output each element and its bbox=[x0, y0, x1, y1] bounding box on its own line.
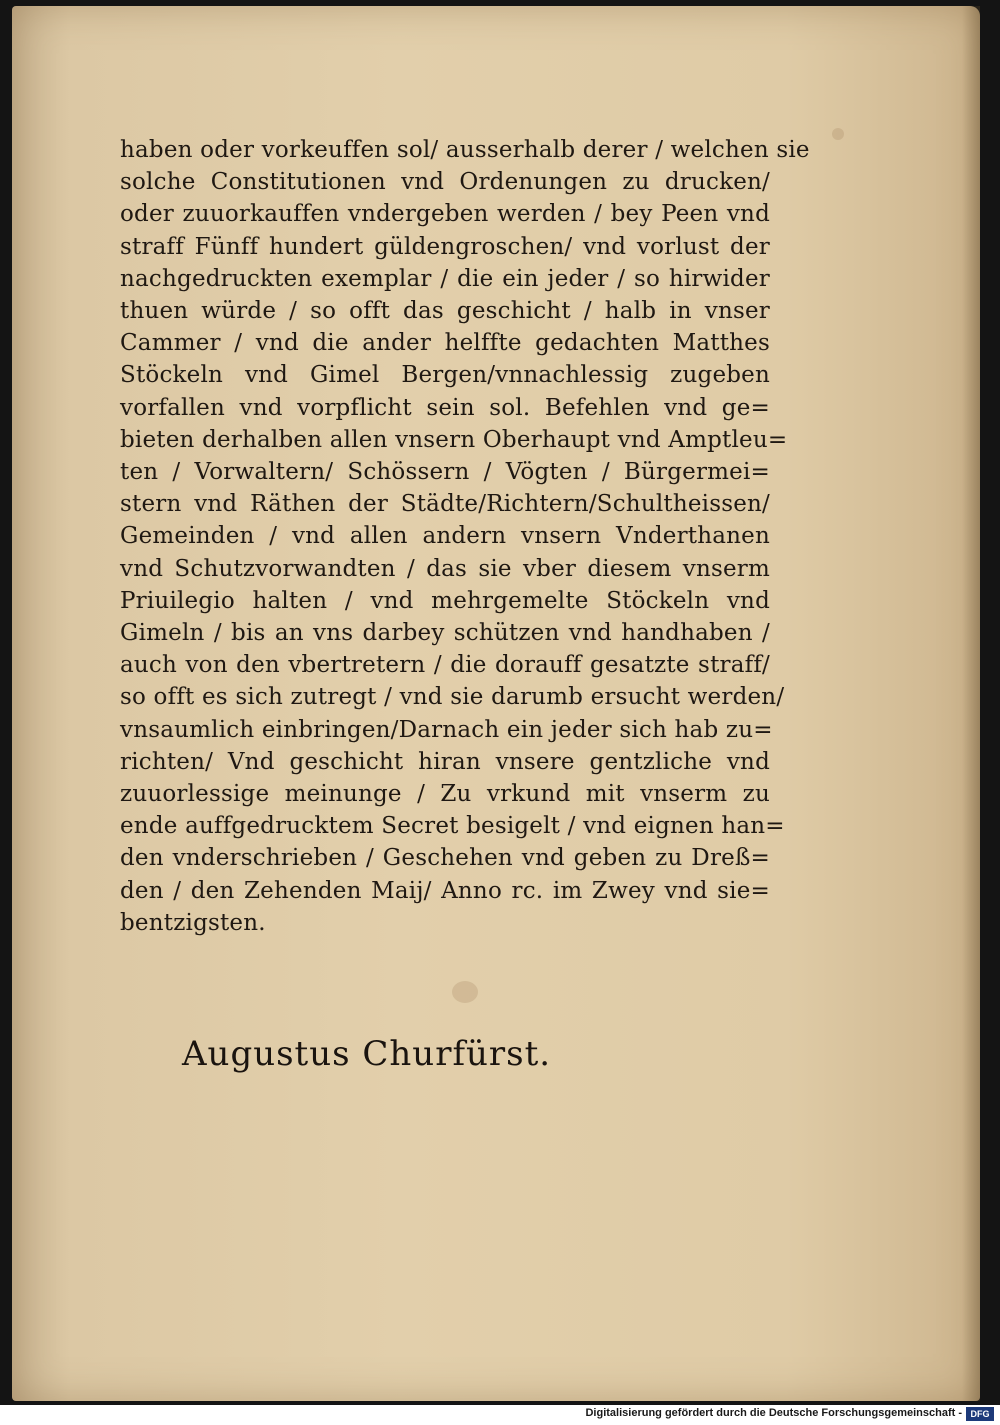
text-line: auch von den vbertretern / die dorauff gesatzte straff/ bbox=[120, 652, 770, 679]
text-line: straff Fünff hundert güldengroschen/ vnd vorlust der bbox=[120, 233, 770, 260]
text-line: Stöckeln vnd Gimel Bergen/vnnachlessig zugeben bbox=[120, 362, 770, 389]
text-line-last: bentzigsten. bbox=[120, 909, 266, 936]
text-line: Priuilegio halten / vnd mehrgemelte Stöckeln vnd bbox=[120, 587, 770, 614]
body-text bbox=[120, 134, 810, 939]
footer-bar bbox=[0, 1405, 1000, 1425]
text-line: ten / Vorwaltern/ Schössern / Vögten / Bürgermei= bbox=[120, 459, 770, 486]
text-line: ende auffgedrucktem Secret besigelt / vnd eignen han= bbox=[120, 813, 785, 840]
text-line: richten/ Vnd geschicht hiran vnsere gentzliche vnd bbox=[120, 748, 770, 775]
paper-stain bbox=[452, 981, 478, 1003]
text-line: nachgedruckten exemplar / die ein jeder / so hirwider bbox=[120, 265, 770, 292]
page-edge-shadow bbox=[962, 6, 980, 1401]
text-line: vnd Schutzvorwandten / das sie vber diesem vnserm bbox=[120, 555, 770, 582]
text-line: den vnderschrieben / Geschehen vnd geben zu Dreß= bbox=[120, 845, 770, 872]
text-line: oder zuuorkauffen vndergeben werden / bey Peen vnd bbox=[120, 201, 770, 228]
text-line: so offt es sich zutregt / vnd sie darumb ersucht werden/ bbox=[120, 684, 785, 711]
text-line: vorfallen vnd vorpflicht sein sol. Befehlen vnd ge= bbox=[120, 394, 770, 421]
paper-stain bbox=[832, 128, 844, 140]
document-page bbox=[12, 6, 980, 1401]
text-line: Gimeln / bis an vns darbey schützen vnd handhaben / bbox=[120, 620, 770, 647]
funding-credit: Digitalisierung gefördert durch die Deutsche Forschungsgemeinschaft - bbox=[585, 1407, 962, 1419]
text-line: zuuorlessige meinunge / Zu vrkund mit vnserm zu bbox=[120, 781, 770, 808]
text-line: thuen würde / so offt das geschicht / halb in vnser bbox=[120, 298, 770, 325]
text-line: Cammer / vnd die ander helffte gedachten Matthes bbox=[120, 330, 770, 357]
text-line: stern vnd Räthen der Städte/Richtern/Schultheissen/ bbox=[120, 491, 770, 518]
dfg-logo: DFG bbox=[966, 1407, 994, 1421]
text-line: den / den Zehenden Maij/ Anno rc. im Zwey vnd sie= bbox=[120, 877, 770, 904]
signature: Augustus Churfürst. bbox=[182, 1034, 552, 1074]
text-line: Gemeinden / vnd allen andern vnsern Vnderthanen bbox=[120, 523, 770, 550]
text-line: solche Constitutionen vnd Ordenungen zu drucken/ bbox=[120, 169, 770, 196]
text-line: haben oder vorkeuffen sol/ ausserhalb derer / welchen sie bbox=[120, 137, 810, 163]
text-line: vnsaumlich einbringen/Darnach ein jeder sich hab zu= bbox=[120, 716, 773, 743]
text-line: bieten derhalben allen vnsern Oberhaupt vnd Amptleu= bbox=[120, 426, 788, 453]
